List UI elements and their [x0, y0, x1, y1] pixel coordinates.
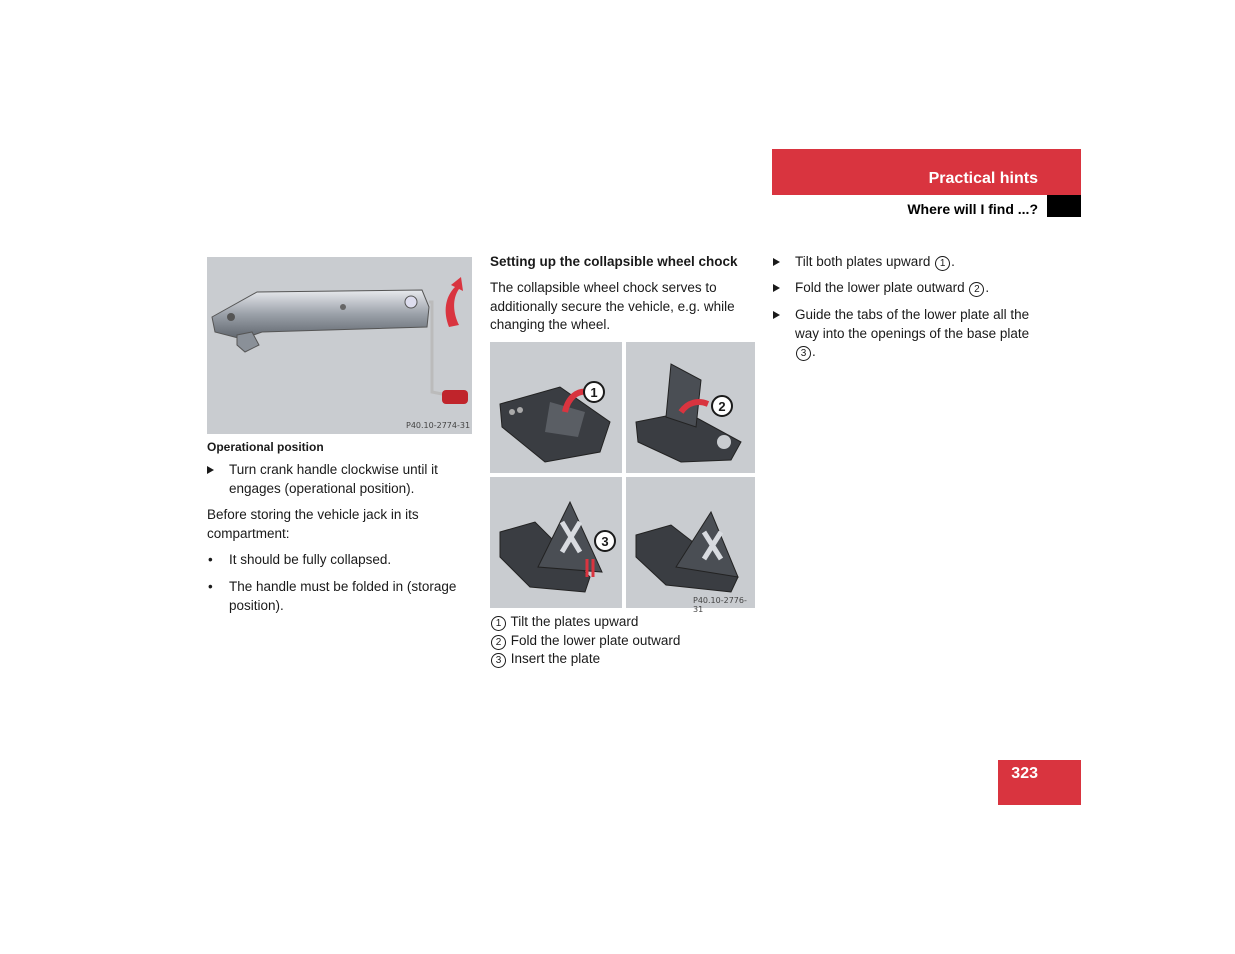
legend-text: Tilt the plates upward: [510, 614, 639, 629]
svg-text:2: 2: [718, 399, 726, 414]
storage-intro: Before storing the vehicle jack in its compartment:: [207, 507, 419, 541]
bullet-icon: •: [208, 579, 213, 594]
number-1-icon: 1: [491, 616, 506, 631]
wheel-chock-icon: [626, 477, 755, 608]
legend-item: [490, 613, 638, 632]
instruction-text: Turn crank handle clockwise until it engages (operational position).: [229, 462, 438, 496]
section-title: Practical hints: [928, 170, 1038, 187]
wheel-chock-step-2-image: [626, 342, 755, 473]
instruction-step: [773, 253, 1043, 272]
list-item: [207, 578, 472, 615]
image-code: P40.10-2774-31: [406, 421, 471, 430]
number-3-icon: 3: [796, 346, 811, 361]
list-item: [207, 551, 472, 570]
legend-item: [490, 632, 680, 651]
legend-text: Fold the lower plate outward: [510, 633, 681, 648]
image-code: P40.10-2776-31: [693, 596, 747, 614]
number-3-icon: 3: [491, 653, 506, 668]
arrow-bullet-icon: [207, 466, 214, 474]
punctuation: .: [951, 254, 955, 269]
wheel-chock-step-1-image: [490, 342, 622, 473]
punctuation: .: [985, 280, 990, 295]
page-number: 323: [1011, 765, 1038, 782]
instruction-step: [773, 306, 1043, 362]
list-item-text: The handle must be folded in (storage position).: [229, 579, 457, 613]
list-item-text: It should be fully collapsed.: [229, 552, 392, 567]
wheel-chock-step-3-image: [490, 477, 622, 608]
section-heading: Setting up the collapsible wheel chock: [490, 254, 738, 269]
subsection-title: Where will I find ...?: [907, 201, 1038, 217]
legend-text: Insert the plate: [510, 651, 601, 666]
instruction-text: Tilt both plates upward: [795, 254, 931, 269]
header-tab-marker: [1047, 195, 1081, 217]
arrow-bullet-icon: [773, 284, 780, 292]
wheel-chock-icon: [626, 342, 755, 473]
arrow-bullet-icon: [773, 258, 780, 266]
instruction-step: [773, 279, 1043, 298]
instruction-text: Fold the lower plate outward: [795, 280, 965, 295]
wheel-chock-icon: [490, 342, 622, 473]
vehicle-jack-icon: [207, 257, 472, 434]
jack-illustration: [207, 257, 472, 434]
wheel-chock-icon: [490, 477, 622, 608]
image-caption: Operational position: [207, 440, 324, 454]
number-2-icon: 2: [491, 635, 506, 650]
intro-paragraph: The collapsible wheel chock serves to additionally secure the vehicle, e.g. while changing the wheel.: [490, 280, 735, 332]
number-1-icon: 1: [935, 256, 950, 271]
legend-item: [490, 650, 600, 669]
arrow-bullet-icon: [773, 311, 780, 319]
number-2-icon: 2: [969, 282, 984, 297]
instruction-text: Guide the tabs of the lower plate all the way into the openings of the base plate: [795, 307, 1030, 341]
bullet-icon: •: [208, 552, 213, 567]
instruction-step: [207, 461, 472, 498]
svg-text:3: 3: [601, 534, 609, 549]
punctuation: .: [812, 344, 816, 359]
wheel-chock-final-image: [626, 477, 755, 614]
svg-text:1: 1: [590, 385, 598, 400]
